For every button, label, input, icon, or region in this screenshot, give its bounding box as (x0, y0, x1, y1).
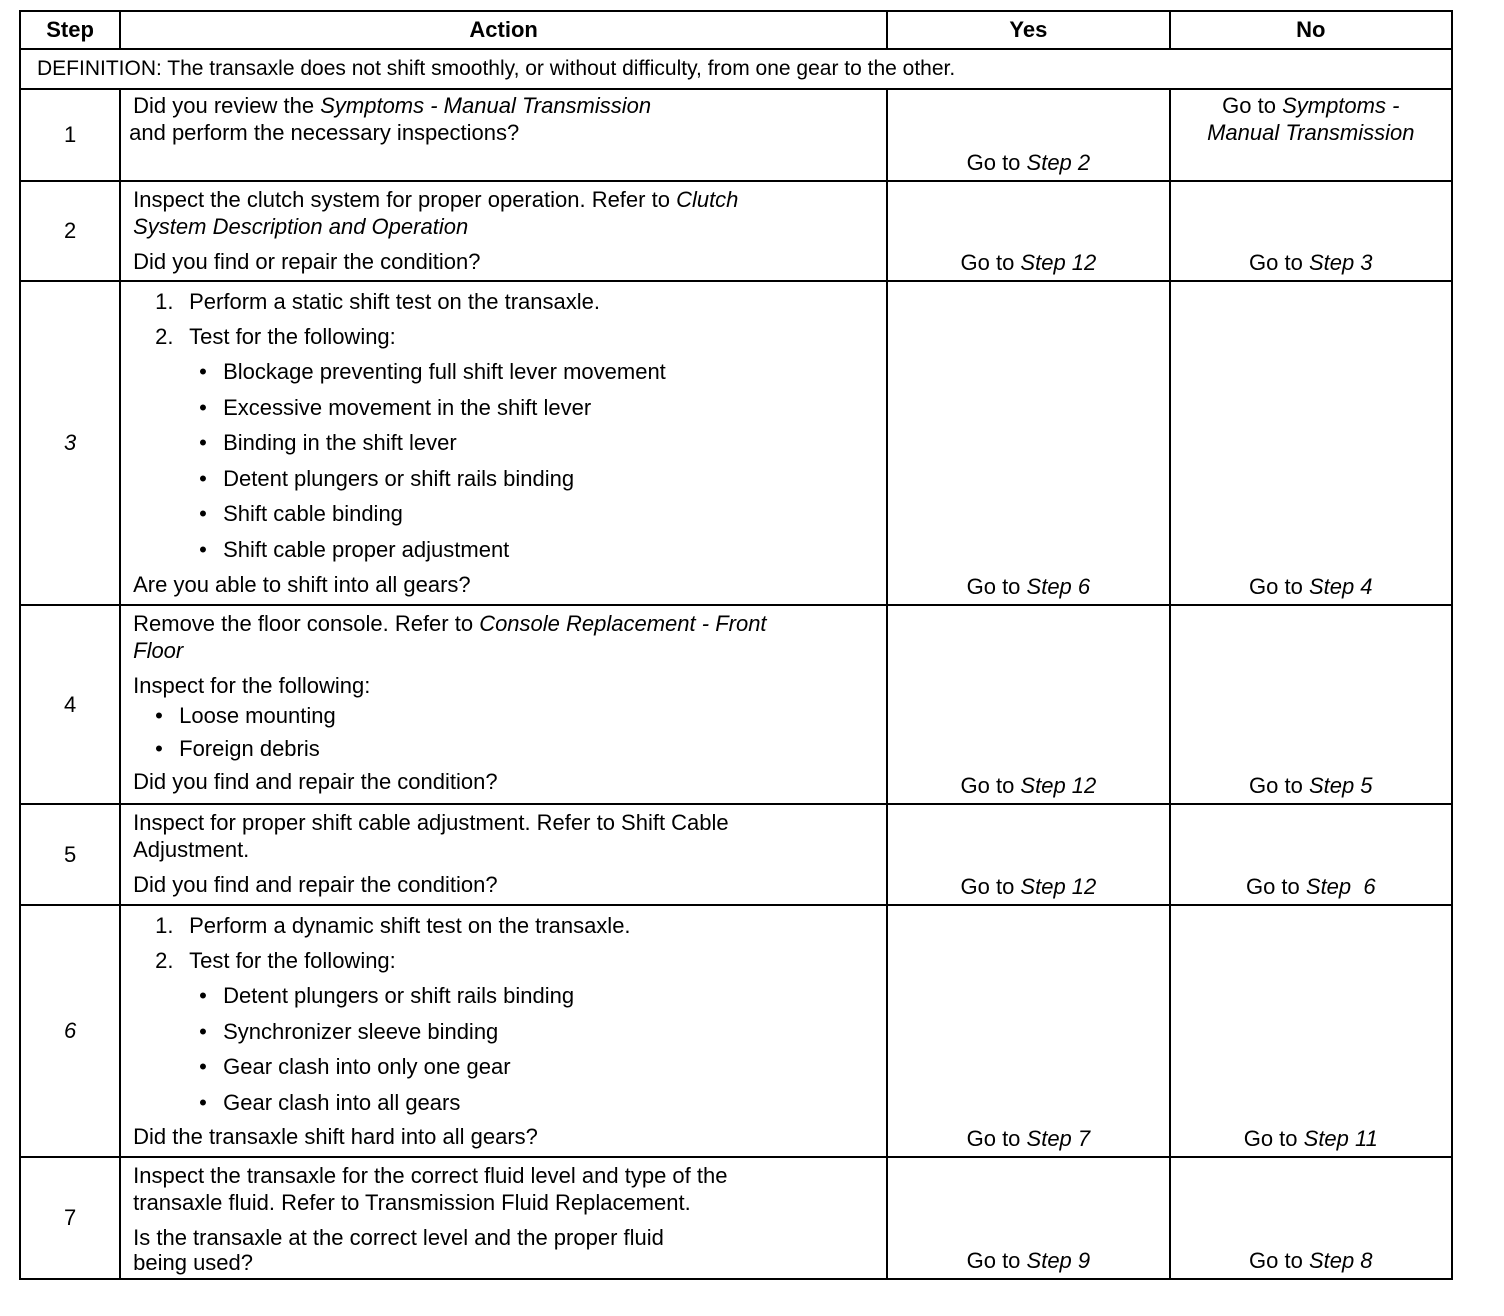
no-cell: Go to Step 4 (1170, 281, 1452, 605)
action-line: Remove the floor console. Refer to Console Replacement - Front (133, 611, 767, 636)
yes-step-ref: Step 6 (1026, 574, 1091, 599)
bullet-item: • Foreign debris (133, 732, 876, 765)
table-row (20, 281, 1452, 605)
bullet-icon: • (199, 1018, 207, 1044)
yes-cell: Go to Step 7 (887, 905, 1169, 1157)
step-number: 5 (20, 804, 120, 905)
bullet-icon: • (199, 394, 207, 420)
yes-cell: Go to Step 2 (887, 89, 1169, 181)
bullet-item: • Gear clash into all gears (133, 1085, 876, 1121)
no-cell: Go to Symptoms - Manual Transmission (1170, 89, 1452, 181)
action-cell (120, 281, 887, 605)
bullet-icon: • (199, 1089, 207, 1115)
table-row (20, 89, 1452, 181)
step-number: 3 (20, 281, 120, 605)
bullet-item: • Synchronizer sleeve binding (133, 1014, 876, 1050)
bullet-icon: • (199, 1054, 207, 1079)
bullet-item: • Binding in the shift lever (133, 425, 876, 461)
action-cell (120, 181, 887, 281)
bullet-icon: • (199, 465, 207, 491)
action-cell (120, 1157, 887, 1279)
no-step-ref-line2: Manual Transmission (1207, 120, 1415, 145)
bullet-icon: • (199, 536, 207, 562)
action-line: Inspect the transaxle for the correct fluid level and type of the (133, 1163, 728, 1188)
bullet-item: • Blockage preventing full shift lever movement (133, 354, 876, 390)
bullet-item: • Loose mounting (133, 699, 876, 732)
action-reference-line2: System Description and Operation (133, 214, 469, 239)
no-step-ref: Step 4 (1308, 574, 1373, 599)
no-cell: Go to Step 6 (1170, 804, 1452, 905)
no-step-ref: Step 11 (1303, 1126, 1378, 1151)
action-question: Did you find and repair the condition? (133, 769, 498, 794)
bullet-icon: • (199, 983, 207, 1008)
step-number: 6 (20, 905, 120, 1157)
action-line: Inspect the clutch system for proper operation. Refer to Clutch (133, 187, 739, 212)
yes-step-ref: Step 12 (1020, 250, 1097, 275)
table-row (20, 605, 1452, 804)
no-cell: Go to Step 8 (1170, 1157, 1452, 1279)
header-step: Step (20, 11, 120, 49)
no-step-ref: Step 5 (1308, 773, 1373, 798)
bullet-item: • Detent plungers or shift rails binding (133, 461, 876, 497)
action-question: Did you find and repair the condition? (133, 872, 498, 897)
action-reference: Console Replacement - Front (479, 611, 767, 636)
yes-step-ref: Step 2 (1026, 150, 1091, 175)
numbered-item: 1. Perform a static shift test on the transaxle. (155, 289, 600, 314)
step-number: 2 (20, 181, 120, 281)
step-number: 7 (20, 1157, 120, 1279)
no-step-ref: Symptoms - (1282, 93, 1400, 118)
yes-step-ref: Step 12 (1020, 874, 1097, 899)
yes-step-ref: Step 9 (1026, 1248, 1091, 1273)
table-row (20, 181, 1452, 281)
action-question: Are you able to shift into all gears? (133, 572, 471, 597)
step-number: 4 (20, 605, 120, 804)
action-line: Did you review the Symptoms - Manual Transmission (133, 93, 652, 118)
yes-cell: Go to Step 9 (887, 1157, 1169, 1279)
bullet-item: • Gear clash into only one gear (133, 1049, 876, 1085)
action-cell (120, 905, 887, 1157)
action-reference: Symptoms - Manual Transmission (320, 93, 652, 118)
action-question-line2: being used? (133, 1250, 254, 1275)
bullet-icon: • (199, 501, 207, 526)
yes-cell: Go to Step 12 (887, 605, 1169, 804)
numbered-item: 2. Test for the following: (155, 948, 396, 973)
no-cell: Go to Step 11 (1170, 905, 1452, 1157)
table-row (20, 804, 1452, 905)
yes-cell: Go to Step 6 (887, 281, 1169, 605)
bullet-icon: • (199, 359, 207, 384)
action-question: Did the transaxle shift hard into all gears? (133, 1124, 538, 1149)
yes-cell: Go to Step 12 (887, 181, 1169, 281)
action-cell (120, 605, 887, 804)
action-line: transaxle fluid. Refer to Transmission Fluid Replacement. (133, 1190, 691, 1215)
header-no: No (1170, 11, 1452, 49)
table-row (20, 905, 1452, 1157)
bullet-item: • Excessive movement in the shift lever (133, 390, 876, 426)
action-line: and perform the necessary inspections? (129, 120, 520, 145)
action-line: Inspect for the following: (133, 673, 371, 698)
no-step-ref: Step 6 (1305, 874, 1376, 899)
yes-cell: Go to Step 12 (887, 804, 1169, 905)
bullet-icon: • (155, 736, 163, 761)
bullet-item: • Shift cable proper adjustment (133, 532, 876, 568)
no-cell: Go to Step 5 (1170, 605, 1452, 804)
action-question: Did you find or repair the condition? (133, 249, 481, 274)
step-number: 1 (20, 89, 120, 181)
bullet-item: • Shift cable binding (133, 496, 876, 532)
yes-step-ref: Step 12 (1020, 773, 1097, 798)
bullet-icon: • (199, 430, 207, 455)
numbered-item: 1. Perform a dynamic shift test on the transaxle. (155, 913, 631, 938)
header-action: Action (120, 11, 887, 49)
action-reference-line2: Floor (133, 638, 184, 663)
definition-row (20, 49, 1452, 89)
no-step-ref: Step 3 (1308, 250, 1373, 275)
header-yes: Yes (887, 11, 1169, 49)
numbered-item: 2. Test for the following: (155, 324, 396, 349)
diagnostic-table (19, 10, 1453, 1280)
action-cell (120, 804, 887, 905)
no-cell: Go to Step 3 (1170, 181, 1452, 281)
definition-text: DEFINITION: The transaxle does not shift smoothly, or without difficulty, from one gear to the other. (20, 49, 1452, 89)
action-cell (120, 89, 887, 181)
no-step-ref: Step 8 (1308, 1248, 1373, 1273)
action-reference: Clutch (676, 187, 739, 212)
header-row (20, 11, 1452, 49)
yes-step-ref: Step 7 (1026, 1126, 1091, 1151)
action-question: Is the transaxle at the correct level and the proper fluid (133, 1225, 664, 1250)
bullet-item: • Detent plungers or shift rails binding (133, 978, 876, 1014)
action-line: Adjustment. (133, 837, 250, 862)
table-row (20, 1157, 1452, 1279)
action-line: Inspect for proper shift cable adjustment. Refer to Shift Cable (133, 810, 729, 835)
bullet-icon: • (155, 703, 163, 728)
